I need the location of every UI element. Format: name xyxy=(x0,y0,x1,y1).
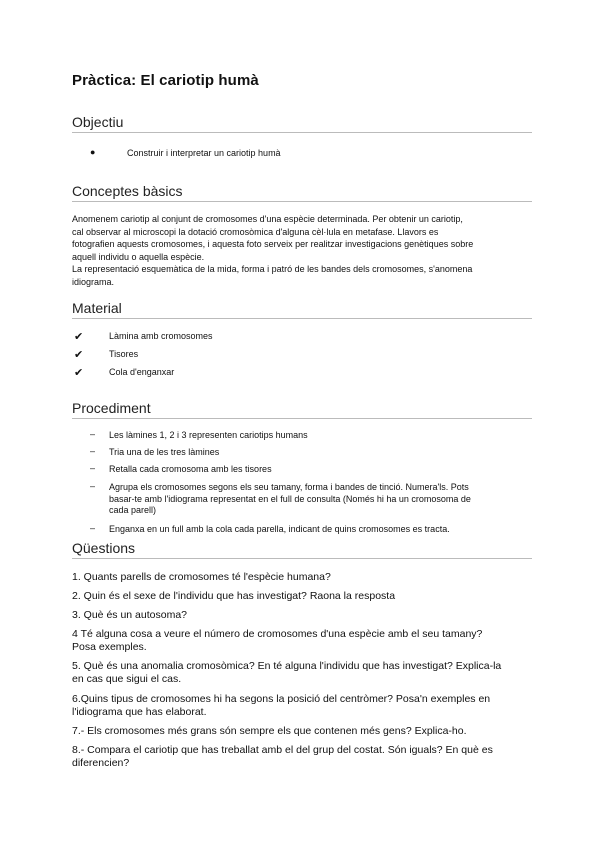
question-line: 6.Quins tipus de cromosomes hi ha segons la posició del centròmer? Posa'n exemples en xyxy=(72,693,491,705)
conceptes-line: La representació esquemàtica de la mida, forma i patró de les bandes dels cromosomes, s'anomena xyxy=(72,264,473,275)
procediment-item: Enganxa en un full amb la cola cada parella, indicant de quins cromosomes es tracta. xyxy=(109,524,450,534)
section-procediment xyxy=(72,400,532,419)
question-line: en cas que sigui el cas. xyxy=(72,673,182,685)
procediment-item: Tria una de les tres làmines xyxy=(109,447,220,457)
question-line: diferencien? xyxy=(72,757,130,769)
procediment-item-line: Agrupa els cromosomes segons els seu tamany, forma i bandes de tinció. Numera'ls. Pots xyxy=(109,482,469,492)
question-item: 3. Què és un autosoma? xyxy=(72,609,187,621)
procediment-item: Les làmines 1, 2 i 3 representen cariotips humans xyxy=(109,430,308,440)
material-item: Tisores xyxy=(109,349,139,359)
question-item xyxy=(72,744,532,770)
conceptes-line: fotografien aquests cromosomes, i aquesta foto serveix per realitzar investigacions genètiques sobre xyxy=(72,239,474,250)
dash-icon: – xyxy=(90,523,96,533)
bullet-icon: ● xyxy=(90,147,96,157)
procediment-item xyxy=(109,482,471,517)
procediment-item-line: basar-te amb l'idiograma representat en el full de consulta (Només hi ha un cromosoma de xyxy=(109,493,471,504)
section-heading-objectiu: Objectiu xyxy=(72,114,532,133)
check-icon: ✔ xyxy=(74,349,84,361)
question-item: 7.- Els cromosomes més grans són sempre els que contenen més gens? Explica-ho. xyxy=(72,725,467,737)
section-heading-questions: Qüestions xyxy=(72,540,532,559)
section-objectiu xyxy=(72,114,532,133)
question-line: Posa exemples. xyxy=(72,641,147,653)
dash-icon: – xyxy=(90,463,96,473)
section-heading-material: Material xyxy=(72,300,532,319)
check-icon: ✔ xyxy=(74,331,84,343)
section-heading-procediment: Procediment xyxy=(72,400,532,419)
question-line: 5. Què és una anomalia cromosòmica? En té alguna l'individu que has investigat? Explica-la xyxy=(72,660,502,672)
dash-icon: – xyxy=(90,481,96,491)
question-item xyxy=(72,693,532,719)
page-title: Pràctica: El cariotip humà xyxy=(72,72,259,89)
question-item xyxy=(72,628,532,654)
procediment-item-line: cada parell) xyxy=(109,505,157,515)
question-item: 1. Quants parells de cromosomes té l'espècie humana? xyxy=(72,571,331,583)
conceptes-line: Anomenem cariotip al conjunt de cromosomes d'una espècie determinada. Per obtenir un cariotip, xyxy=(72,214,463,224)
material-item: Cola d'enganxar xyxy=(109,367,175,377)
question-line: l'idiograma que has elaborat. xyxy=(72,706,207,718)
conceptes-line: aquell individu o aquella espècie. xyxy=(72,251,205,262)
dash-icon: – xyxy=(90,429,96,439)
dash-icon: – xyxy=(90,446,96,456)
conceptes-paragraph xyxy=(72,213,532,289)
section-heading-conceptes: Conceptes bàsics xyxy=(72,183,532,202)
question-line: 4 Té alguna cosa a veure el número de cromosomes d'una espècie amb el seu tamany? xyxy=(72,628,483,640)
check-icon: ✔ xyxy=(74,367,84,379)
conceptes-line: cal observar al microscopi la dotació cromosòmica d'alguna cèl·lula en metafase. Llavors es xyxy=(72,226,439,237)
material-item: Làmina amb cromosomes xyxy=(109,331,213,341)
section-material xyxy=(72,300,532,319)
section-questions xyxy=(72,540,532,559)
objectiu-item: Construir i interpretar un cariotip humà xyxy=(127,148,281,158)
procediment-item: Retalla cada cromosoma amb les tisores xyxy=(109,464,272,474)
question-item xyxy=(72,660,532,686)
conceptes-line: idiograma. xyxy=(72,276,115,287)
section-conceptes xyxy=(72,183,532,202)
question-line: 8.- Compara el cariotip que has treballat amb el del grup del costat. Són iguals? En què es xyxy=(72,744,493,756)
question-item: 2. Quin és el sexe de l'individu que has investigat? Raona la resposta xyxy=(72,590,396,602)
